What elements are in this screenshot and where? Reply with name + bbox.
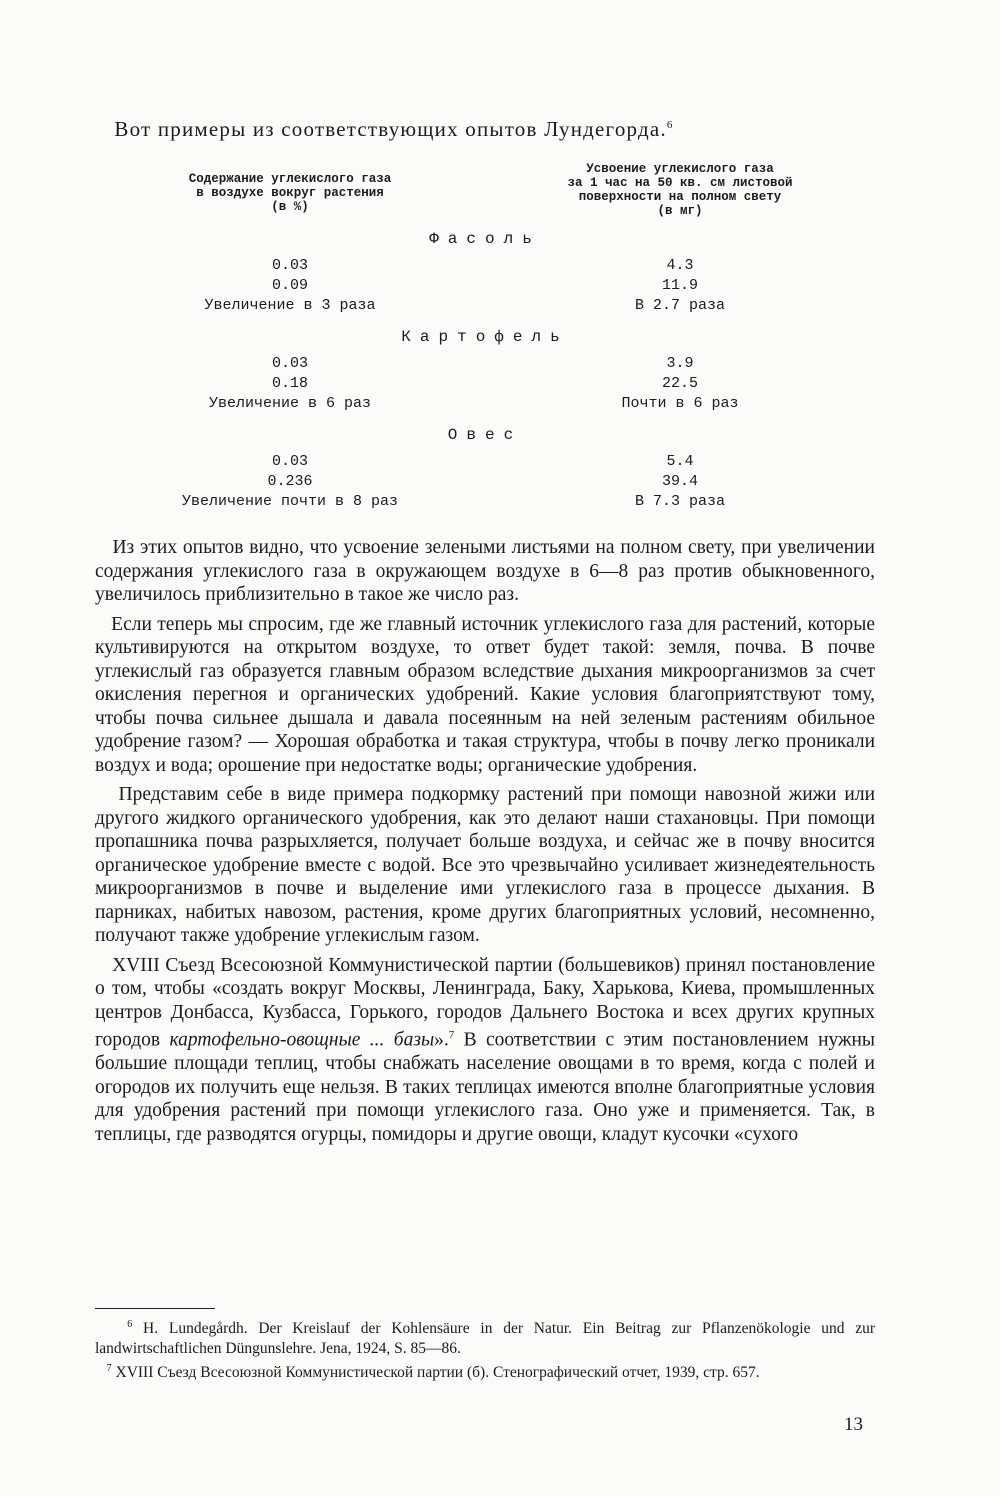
- cell: 5.4: [666, 453, 694, 470]
- paragraph: [95, 954, 875, 1147]
- table-row: [95, 256, 875, 276]
- footnote-ref: 7: [448, 1029, 455, 1041]
- col1-header-line: (в %): [271, 200, 309, 214]
- cell: 0.03: [271, 257, 308, 274]
- paragraph: [95, 536, 875, 607]
- footnote-list: [95, 1315, 875, 1383]
- paragraph-text: Если теперь мы спросим, где же главный источник углекислого газа для растений, которые культивируются на открытом воздухе, то ответ будет такой: земля, почва. В почве углекислый газ образуется главным образом вследствие дыхания микроорганизмов за счет окисления перегноя и органических удобрений. Какие условия благоприятствуют тому, чтобы почва сильнее дышала и давала посеянным на ней зеленым растениям обильное удобрение газом? — Хорошая обработка и такая структура, чтобы в почву легко проникали воздух и вода; орошение при недостатке воды; органические удобрения.: [95, 613, 875, 776]
- table-row: [95, 492, 875, 512]
- quoted-italic: картофельно-овощные ... базы: [169, 1029, 435, 1051]
- cell: 0.18: [271, 375, 308, 392]
- cell: 4.3: [666, 257, 694, 274]
- cell: 0.03: [271, 453, 308, 470]
- paragraph: [95, 613, 875, 778]
- group-title: Фасоль: [429, 230, 541, 248]
- group-title: Картофель: [401, 328, 569, 346]
- cell: 11.9: [661, 277, 698, 294]
- footnote-text: XVIII Съезд Всесоюзной Коммунистической партии (б). Стенографический отчет, 1939, стр. 657.: [115, 1364, 760, 1382]
- paragraph-text: Представим себе в виде примера подкормку растений при помощи навозной жижи или другого жидкого органического удобрения, как это делают наши стахановцы. При помощи пропашника почва разрыхляется, получает больше воздуха, и сейчас же в почву вносится органическое удобрение вместе с водой. Все это чрезвычайно усиливает жизнедеятельность микроорганизмов в почве и выделение ими углекислого газа в процессе дыхания. В парниках, набитых навозом, растения, кроме других благоприятных условий, несомненно, получают также удобрение углекислым газом.: [95, 784, 876, 946]
- data-table: [95, 230, 875, 512]
- cell: 22.5: [661, 375, 698, 392]
- cell: 3.9: [666, 355, 694, 372]
- footnote-ref: 6: [666, 119, 674, 131]
- intro-text: Вот примеры из соответствующих опытов Лундегорда.: [114, 117, 667, 141]
- page-number: 13: [844, 1414, 863, 1435]
- col1-header-line: в воздухе вокруг растения: [196, 186, 384, 200]
- cell: Почти в 6 раз: [621, 395, 739, 412]
- table-row: [95, 472, 875, 492]
- footnote-number: 6: [127, 1319, 133, 1330]
- paragraph-text: В соответствии с этим постановлением нужны большие площади теплиц, чтобы снабжать население овощами в то время, когда с полей и огородов их получить еще нельзя. В таких теплицах имеются вполне благоприятные условия для удобрения растений при помощи углекислого газа. Оно уже и применяется. Так, в теплицы, где разводятся огурцы, помидоры и другие овощи, кладут кусочки «сухого: [95, 1029, 876, 1145]
- group-title: Овес: [447, 426, 523, 444]
- table-row: [95, 452, 875, 472]
- col1-header: [95, 162, 485, 218]
- paragraph-text: ».: [434, 1029, 449, 1051]
- table-row: [95, 276, 875, 296]
- cell: Увеличение в 3 раза: [204, 297, 376, 314]
- table-row: [95, 296, 875, 316]
- paragraph-text: XVIII Съезд Всесоюзной Коммунистической партии (большевиков) принял постановление о том, чтобы «создать вокруг Москвы, Ленинграда, Баку, Харькова, Киева, промышленных центров Донбасса, Кузбасса, Горького, городов Дальнего Востока и всех других крупных городов: [95, 954, 876, 1051]
- cell: 39.4: [661, 473, 698, 490]
- col2-header-line: Усвоение углекислого газа: [586, 162, 774, 176]
- footnote: [95, 1315, 875, 1359]
- table-row: [95, 374, 875, 394]
- cell: В 7.3 раза: [634, 493, 725, 510]
- table-row: [95, 394, 875, 414]
- page-content: [95, 110, 875, 1152]
- col2-header-line: (в мг): [657, 204, 703, 218]
- intro-line: [95, 110, 875, 144]
- table-header: [95, 162, 875, 218]
- body-text: [95, 536, 875, 1146]
- footnote-divider: [95, 1308, 215, 1309]
- footnotes: [95, 1308, 875, 1383]
- table-row: [95, 354, 875, 374]
- cell: Увеличение почти в 8 раз: [181, 493, 399, 510]
- col2-header-line: поверхности на полном свету: [578, 190, 782, 204]
- col2-header-line: за 1 час на 50 кв. см листовой: [567, 176, 793, 190]
- cell: В 2.7 раза: [634, 297, 725, 314]
- footnote-text: H. Lundegårdh. Der Kreislauf der Kohlensäure in der Natur. Ein Beitrag zur Pflanzenökologie und zur landwirtschaftlichen Düngunslehre. Jena, 1924, S. 85—86.: [95, 1320, 876, 1358]
- cell: 0.03: [271, 355, 308, 372]
- col1-header-line: Содержание углекислого газа: [188, 172, 392, 186]
- paragraph-text: Из этих опытов видно, что усвоение зелеными листьями на полном свету, при увеличении содержания углекислого газа в окружающем воздухе в 6—8 раз против обыкновенного, увеличилось приблизительно в такое же число раз.: [95, 537, 875, 605]
- col2-header: [485, 162, 875, 218]
- footnote: [95, 1359, 875, 1383]
- footnote-number: 7: [106, 1363, 112, 1375]
- cell: Увеличение в 6 раз: [208, 395, 372, 412]
- cell: 0.236: [267, 473, 313, 490]
- paragraph: [95, 783, 875, 948]
- cell: 0.09: [271, 277, 308, 294]
